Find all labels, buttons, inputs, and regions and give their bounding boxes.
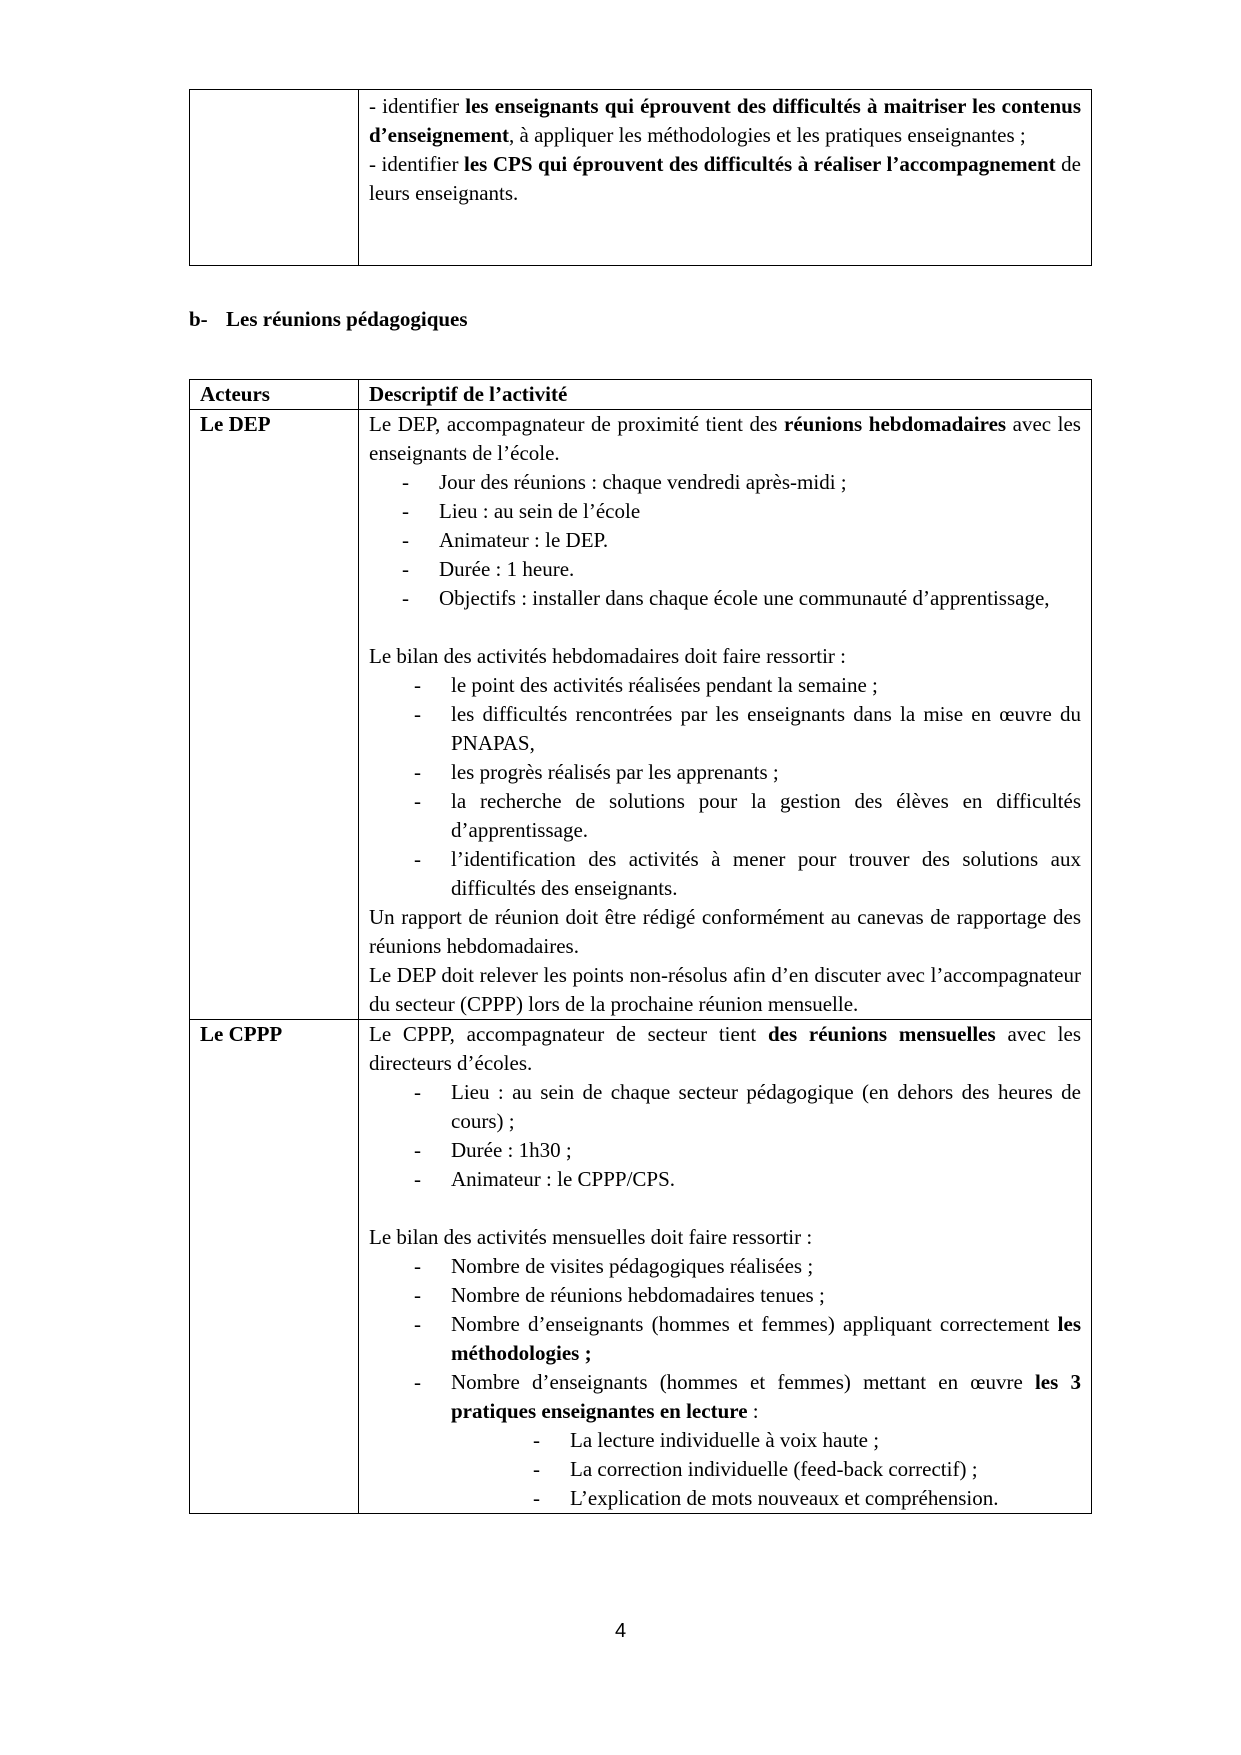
cppp-intro: Le CPPP, accompagnateur de secteur tient des réunions mensuelles avec les directeurs d’écoles.: [369, 1022, 1082, 1075]
section-number: b-: [189, 307, 208, 331]
list-item: - La correction individuelle (feed-back correctif) ;: [533, 1457, 978, 1481]
list-item: - Nombre de visites pédagogiques réalisées ;: [414, 1254, 814, 1278]
header-acteurs: Acteurs: [190, 380, 359, 410]
descriptif-dep: [359, 410, 1092, 1020]
objectives-cell: [359, 90, 1092, 266]
descriptif-cppp: [359, 1020, 1092, 1514]
cppp-bilan-intro: Le bilan des activités mensuelles doit faire ressortir :: [369, 1225, 813, 1249]
list-item: - l’identification des activités à mener pour trouver des solutions aux difficultés des enseignants.: [414, 847, 1081, 900]
list-item: - Lieu : au sein de chaque secteur pédagogique (en dehors des heures de cours) ;: [414, 1080, 1081, 1133]
actor-dep: Le DEP: [190, 410, 359, 1020]
list-item: - la recherche de solutions pour la gestion des élèves en difficultés d’apprentissage.: [414, 789, 1081, 842]
reunions-table: [189, 379, 1092, 1514]
table-row-dep: [190, 410, 1092, 1020]
list-item: - Objectifs : installer dans chaque école une communauté d’apprentissage,: [402, 586, 1050, 610]
list-item: - La lecture individuelle à voix haute ;: [533, 1428, 880, 1452]
list-item: - Nombre d’enseignants (hommes et femmes) appliquant correctement les méthodologies ;: [414, 1312, 1081, 1365]
objective-line: - identifier les CPS qui éprouvent des difficultés à réaliser l’accompagnement de leurs enseignants.: [369, 152, 1081, 205]
list-item: - Durée : 1 heure.: [402, 557, 575, 581]
section-title: Les réunions pédagogiques: [226, 307, 468, 331]
list-item: - L’explication de mots nouveaux et compréhension.: [533, 1486, 999, 1510]
list-item: - Durée : 1h30 ;: [414, 1138, 572, 1162]
dep-bilan-intro: Le bilan des activités hebdomadaires doit faire ressortir :: [369, 644, 847, 668]
list-item: - Animateur : le DEP.: [402, 528, 609, 552]
objective-line: - identifier les enseignants qui éprouvent des difficultés à maitriser les contenus d’enseignement, à appliquer les méthodologies et les pratiques enseignantes ;: [369, 94, 1081, 147]
list-item: - Jour des réunions : chaque vendredi après-midi ;: [402, 470, 847, 494]
list-item: - le point des activités réalisées pendant la semaine ;: [414, 673, 878, 697]
table-header-row: [190, 380, 1092, 410]
table-row: [190, 90, 1092, 266]
list-item: - les progrès réalisés par les apprenants ;: [414, 760, 779, 784]
table-row-cppp: [190, 1020, 1092, 1514]
header-descriptif: Descriptif de l’activité: [359, 380, 1092, 410]
dep-rapport: Un rapport de réunion doit être rédigé conformément au canevas de rapportage des réunions hebdomadaires.: [369, 905, 1081, 958]
objectives-table: [189, 89, 1092, 266]
actor-cppp: Le CPPP: [190, 1020, 359, 1514]
list-item: - Nombre de réunions hebdomadaires tenues ;: [414, 1283, 825, 1307]
list-item: - Nombre d’enseignants (hommes et femmes) mettant en œuvre les 3 pratiques enseignantes en lecture :: [414, 1370, 1081, 1423]
dep-intro: Le DEP, accompagnateur de proximité tient des réunions hebdomadaires avec les enseignants de l’école.: [369, 412, 1081, 465]
empty-cell: [190, 90, 359, 266]
section-heading: [189, 305, 468, 334]
list-item: - Lieu : au sein de l’école: [402, 499, 641, 523]
page-number: 4: [614, 1620, 627, 1642]
dep-points: Le DEP doit relever les points non-résolus afin d’en discuter avec l’accompagnateur du secteur (CPPP) lors de la prochaine réunion mensuelle.: [369, 963, 1081, 1016]
list-item: - Animateur : le CPPP/CPS.: [414, 1167, 676, 1191]
list-item: - les difficultés rencontrées par les enseignants dans la mise en œuvre du PNAPAS,: [414, 702, 1081, 755]
